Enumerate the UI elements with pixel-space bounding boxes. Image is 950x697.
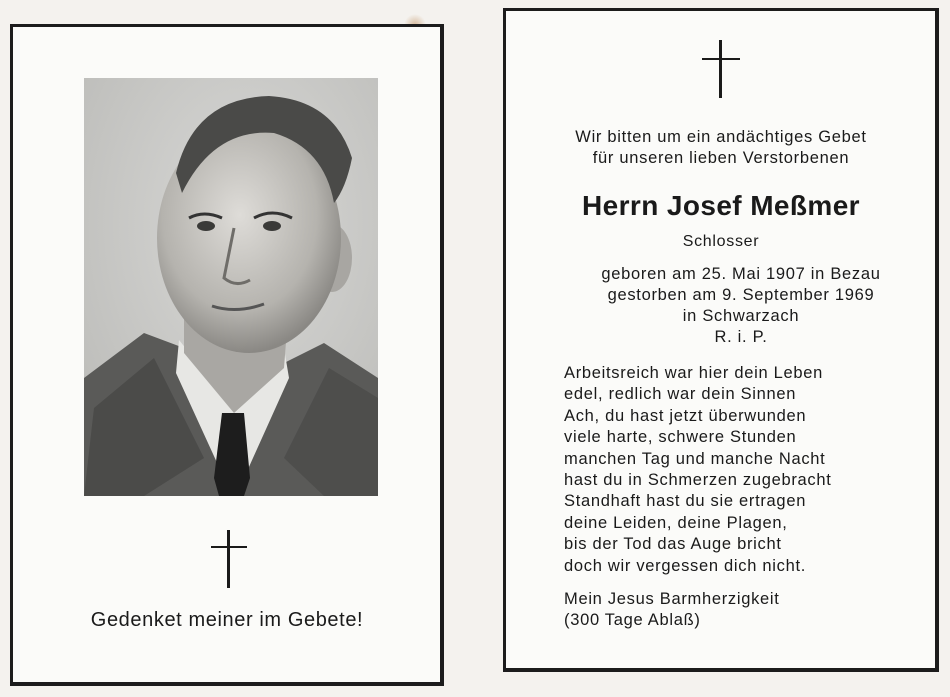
text-line: Wir bitten um ein andächtiges Gebet xyxy=(575,128,867,146)
portrait-illustration xyxy=(84,78,378,496)
poem-line: hast du in Schmerzen zugebracht xyxy=(564,471,832,490)
profession: Schlosser xyxy=(682,233,760,250)
text-line: gestorben am 9. September 1969 xyxy=(607,286,875,304)
poem-line: doch wir vergessen dich nicht. xyxy=(564,556,807,575)
life-dates xyxy=(526,264,950,348)
prayer-line: Mein Jesus Barmherzigkeit xyxy=(564,590,780,608)
poem-line: Arbeitsreich war hier dein Leben xyxy=(564,364,824,382)
closing-prayer xyxy=(564,589,780,632)
poem-line: edel, redlich war dein Sinnen xyxy=(564,385,797,404)
poem-line: deine Leiden, deine Plagen, xyxy=(564,513,788,532)
remembrance-caption: Gedenket meiner im Gebete! xyxy=(90,609,364,631)
poem-line: Standhaft hast du sie ertragen xyxy=(564,492,807,511)
text-line: für unseren lieben Verstorbenen xyxy=(592,149,850,167)
prayer-request xyxy=(506,127,936,169)
poem-line: manchen Tag und manche Nacht xyxy=(564,449,826,468)
text-line: geboren am 25. Mai 1907 in Bezau xyxy=(601,265,881,283)
memorial-text-card xyxy=(503,8,939,672)
poem-line: viele harte, schwere Stunden xyxy=(564,428,797,447)
text-line: in Schwarzach xyxy=(682,307,800,325)
cross-icon xyxy=(211,530,247,588)
deceased-name: Herrn Josef Meßmer xyxy=(582,190,860,221)
text-line: R. i. P. xyxy=(714,328,768,346)
cross-icon xyxy=(702,40,740,98)
memorial-photo-card xyxy=(10,24,444,686)
portrait-photo xyxy=(84,78,378,496)
memorial-poem xyxy=(564,363,832,577)
poem-line: bis der Tod das Auge bricht xyxy=(564,535,782,554)
poem-line: Ach, du hast jetzt überwunden xyxy=(564,406,807,425)
prayer-line: (300 Tage Ablaß) xyxy=(564,611,701,630)
